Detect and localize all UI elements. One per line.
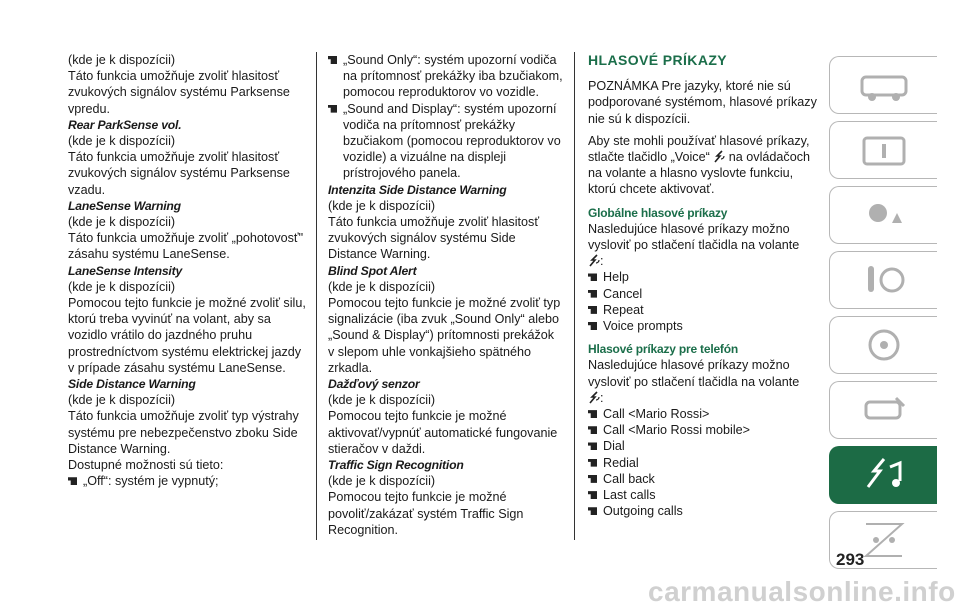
text: (kde je k dispozícii) — [68, 134, 176, 149]
list-item-label: Call <Mario Rossi> — [603, 407, 710, 422]
global-commands-list — [588, 269, 820, 334]
text: (kde je k dispozícii) — [328, 279, 436, 294]
text: : — [600, 254, 604, 269]
list-item — [588, 487, 820, 503]
tab-lights-warning[interactable] — [829, 186, 937, 244]
bullet-icon — [588, 273, 597, 281]
tab-voice-multimedia[interactable] — [829, 446, 937, 504]
text: (kde je k dispozícii) — [328, 198, 436, 213]
section-heading: Traffic Sign Recognition — [328, 458, 464, 473]
text: na ovládačoch na volante a hlasno vyslovte funkciu, ktorú chcete aktivovať. — [588, 150, 811, 197]
list-item-label: Dial — [603, 439, 625, 454]
voice-command-icon — [713, 150, 725, 164]
bullet-icon — [588, 410, 597, 418]
voice-icon-line — [588, 390, 820, 406]
text: Táto funkcia umožňuje zvoliť typ výstrahy systému pre nebezpečenstvo zboku Side Distance Warning. — [68, 409, 299, 456]
list-item — [588, 503, 820, 519]
bullet-icon — [68, 477, 77, 485]
steering-emergency-icon — [856, 323, 912, 367]
bullet-icon — [588, 306, 597, 314]
lights-warning-icon — [856, 193, 912, 237]
bullet-icon — [588, 459, 597, 467]
page-title: HLASOVÉ PRÍKAZY — [588, 52, 728, 68]
tab-info[interactable] — [829, 121, 937, 179]
car-info-icon — [856, 63, 912, 107]
service-icon — [856, 388, 912, 432]
text: (kde je k dispozícii) — [68, 53, 176, 67]
list-item-label: Repeat — [603, 302, 644, 317]
text: Táto funkcia umožňuje zvoliť hlasitosť zvukových signálov systému Parksense vzadu. — [68, 150, 290, 197]
list-item — [588, 286, 820, 302]
section-heading: Rear ParkSense vol. — [68, 117, 182, 132]
text: Dostupné možnosti sú tieto: — [68, 458, 224, 473]
section-heading: Globálne hlasové príkazy — [588, 205, 728, 220]
phone-commands-list — [588, 406, 820, 519]
text: Táto funkcia umožňuje zvoliť hlasitosť zvukových signálov systému Parksense vpredu. — [68, 69, 290, 116]
bullet-icon — [588, 442, 597, 450]
bullet-icon — [328, 56, 337, 64]
voice-command-icon — [588, 391, 600, 405]
tab-start-drive[interactable] — [829, 251, 937, 309]
tab-steering-emergency[interactable] — [829, 316, 937, 374]
text: Nasledujúce hlasové príkazy možno vysloviť po stlačení tlačidla na volante — [588, 358, 800, 389]
list-item-label: Voice prompts — [603, 319, 683, 334]
column-1 — [68, 52, 308, 489]
text: Pomocou tejto funkcie je možné zvoliť typ signalizácie (iba zvuk „Sound Only“ alebo „Sound & Display“) prítomnosti prekážok v slepom uhle vonkajšieho spätného zrkadla. — [328, 296, 561, 375]
column-2 — [328, 52, 563, 538]
list-item — [328, 101, 563, 182]
list-item — [588, 438, 820, 454]
text: : — [600, 390, 604, 405]
note-text: POZNÁMKA Pre jazyky, ktoré nie sú podporované systémom, hlasové príkazy nie sú k dispozícii. — [588, 79, 817, 126]
bullet-icon — [328, 105, 337, 113]
column-divider — [574, 52, 575, 540]
intro-text — [588, 133, 820, 198]
tab-service[interactable] — [829, 381, 937, 439]
list-item-label: Outgoing calls — [603, 504, 683, 519]
text: Pomocou tejto funkcie je možné zvoliť silu, ktorú treba vyvinúť na volant, aby sa vozidlo vrátilo do jazdného pruhu prostredníctvom systému elektrickej jazdy v prípade zásahu systému LaneSense. — [68, 296, 306, 375]
list-item-label: Redial — [603, 455, 639, 470]
text: (kde je k dispozícii) — [328, 393, 436, 408]
text: Aby ste mohli používať hlasové príkazy, stlačte tlačidlo „Voice“ — [588, 133, 810, 165]
chapter-tabs — [829, 56, 937, 576]
section-heading: Hlasové príkazy pre telefón — [588, 342, 738, 357]
text: Pomocou tejto funkcie je možné aktivovať/vypnúť automatické fungovanie stieračov v daždi. — [328, 409, 558, 456]
start-drive-icon — [856, 258, 912, 302]
list-item — [588, 302, 820, 318]
list-item — [68, 473, 308, 489]
voice-command-icon — [588, 254, 600, 268]
list-item-label: Help — [603, 270, 629, 285]
list-item — [588, 406, 820, 422]
text: Táto funkcia umožňuje zvoliť hlasitosť zvukových signálov systému Side Distance Warning. — [328, 215, 540, 262]
text: (kde je k dispozícii) — [68, 215, 176, 230]
section-heading: Blind Spot Alert — [328, 263, 417, 278]
column-3 — [588, 52, 820, 519]
voice-multimedia-icon — [856, 453, 912, 497]
info-icon — [856, 128, 912, 172]
list-item — [588, 422, 820, 438]
tab-car-info[interactable] — [829, 56, 937, 114]
list-item-label: Call back — [603, 471, 655, 486]
list-item — [588, 318, 820, 334]
section-heading: LaneSense Intensity — [68, 263, 183, 278]
list-item-label: „Sound Only“: systém upozorní vodiča na prítomnosť prekážky iba bzučiakom, pomocou reproduktorov vo vozidle. — [343, 53, 563, 100]
watermark: carmanualsonline.info — [648, 576, 956, 607]
text: (kde je k dispozícii) — [328, 474, 436, 489]
list-item-label: Last calls — [603, 488, 656, 503]
list-item — [588, 471, 820, 487]
page-number: 293 — [836, 550, 865, 569]
text: (kde je k dispozícii) — [68, 393, 176, 408]
bullet-icon — [588, 290, 597, 298]
list-item-label: Call <Mario Rossi mobile> — [603, 423, 750, 438]
list-item-label: Cancel — [603, 286, 643, 301]
list-item — [588, 269, 820, 285]
list-item-label: „Sound and Display“: systém upozorní vodiča na prítomnosť prekážky bzučiakom (pomocou reproduktorov vo vozidle) a vizuálne na displeji prístrojového panela. — [343, 101, 561, 181]
text: Nasledujúce hlasové príkazy možno vysloviť po stlačení tlačidla na volante — [588, 221, 800, 253]
voice-icon-line — [588, 253, 820, 269]
bullet-icon — [588, 491, 597, 499]
text: Pomocou tejto funkcie je možné povoliť/zakázať systém Traffic Sign Recognition. — [328, 490, 524, 537]
list-item — [328, 52, 563, 101]
bullet-icon — [588, 475, 597, 483]
column-divider — [316, 52, 317, 540]
bullet-icon — [588, 507, 597, 515]
bullet-icon — [588, 426, 597, 434]
section-heading: Dažďový senzor — [328, 377, 420, 392]
list-item — [588, 455, 820, 471]
text: (kde je k dispozícii) — [68, 279, 176, 294]
section-heading: LaneSense Warning — [68, 198, 181, 213]
text: Táto funkcia umožňuje zvoliť „pohotovosť" zásahu systému LaneSense. — [68, 231, 304, 262]
bullet-icon — [588, 322, 597, 330]
section-heading: Intenzita Side Distance Warning — [328, 182, 507, 197]
section-heading: Side Distance Warning — [68, 377, 196, 392]
list-item-label: „Off“: systém je vypnutý; — [83, 474, 219, 489]
